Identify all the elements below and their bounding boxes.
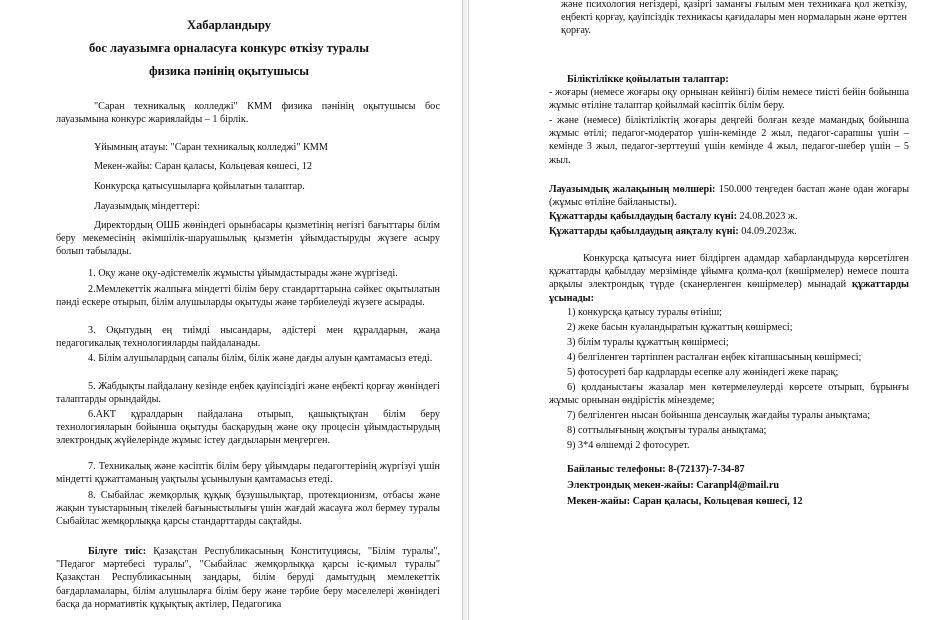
application-text: Конкурсқа қатысуға ниет білдірген адамдар хабарландыруда көрсетілген құжаттарды қабылдау мерзімінде ұйымға қолма-қол (көшірмелер) немесе пошта арқылы электрондық түрде (сканерленген көшірмелер) мынадай bbox=[549, 253, 909, 291]
contact-email: Электрондық мекен-жайы: Caranpl4@mail.ru bbox=[567, 480, 780, 491]
salary-label: Лауазымдық жалақының мөлшері: bbox=[549, 184, 716, 195]
duties-intro: Директордың ОШБ жөніндегі орынбасары қызметінің негізгі бағыттары білім беру мекемесінің әкімшілік-шаруашылық қызметін ұйымдастыруды жүзеге асыру болып табылады. bbox=[56, 220, 440, 258]
requirements-intro: Конкурсқа қатысушыларға қойылатын талаптар. bbox=[94, 181, 305, 192]
duty-item-4: 4. Білім алушылардың сапалы білім, білік және дағды алуын қамтамасыз етеді. bbox=[88, 353, 433, 364]
duty-item-3: 3. Оқытудың ең тиімді нысандары, әдістері мен құралдарын, жаңа педагогикалық технологияларды пайдаланады. bbox=[56, 325, 440, 350]
announcement-title: Хабарландыру bbox=[186, 18, 271, 32]
contact-phone: Байланыс телефоны: 8-(72137)-7-34-87 bbox=[567, 464, 745, 475]
duty-item-2: 2.Мемлекеттік жалпыға міндетті білім беру стандарттарына сәйкес оқытылатын пәнді ескере отырып, білім алушыларды оқытуды және тәрбиелеуді жүзеге асырады. bbox=[56, 284, 440, 309]
duty-item-7: 7. Техникалық және кәсіптік білім беру ұйымдары педагогтерінің жүргізуі үшін міндетті құжаттаманың уақтылы ұсынылуын қамтамасыз етеді. bbox=[56, 461, 440, 486]
duty-item-1: 1. Оқу және оқу-әдістемелік жұмысты ұйымдастырады және жүргізеді. bbox=[88, 268, 398, 279]
doc-item-8: 8) соттылығының жоқтығы туралы анықтама; bbox=[567, 425, 767, 436]
document-page-right bbox=[468, 0, 927, 620]
duties-heading: Лауазымдық міндеттері: bbox=[94, 201, 200, 212]
duty-item-8: 8. Сыбайлас жемқорлық құқық бұзушылықтар, протекционизм, отбасы және жақын туыстарының тікелей бағыныстылығы үшін жағдай жасауға жол бермеу туралы Сыбайлас жемқорлыққа қарсы стандарттарды сақтайды. bbox=[56, 490, 440, 528]
start-date-label: Құжаттарды қабылдаудың басталу күні: bbox=[549, 211, 737, 222]
salary-paragraph bbox=[549, 183, 909, 209]
doc-item-7: 7) белгіленген нысан бойынша денсаулық жағдайы туралы анықтама; bbox=[567, 410, 871, 421]
qualification-item-1: - жоғары (немесе жоғары оқу орнынан кейінгі) білім немесе тиісті бейін бойынша жұмыс өтіліне талаптар қойылмай кәсіптік білім беру. bbox=[549, 87, 909, 112]
end-date-value: 04.09.2023ж. bbox=[738, 226, 797, 237]
start-date-value: 24.08.2023 ж. bbox=[736, 211, 798, 222]
contact-address: Мекен-жайы: Саран қаласы, Кольцевая көшесі, 12 bbox=[567, 496, 803, 507]
salary-text: 150.000 теңгеден бастап және одан жоғары (жұмыс өтіліне байланысты). bbox=[549, 184, 909, 209]
document-page-left bbox=[4, 0, 463, 620]
doc-item-4: 4) белгіленген тәртіппен расталған еңбек кітапшасының көшірмесі; bbox=[567, 352, 862, 363]
duty-item-6: 6.АКТ құралдарын пайдалана отырып, қашықтықтан білім беру технологияларын бойынша оқытуды басқарудың және оқу процесін ұйымдастырудың электрондық жүйелерінде жұмыс істеу дағдыларын меңгерген. bbox=[56, 409, 440, 447]
doc-item-6: 6) қолданыстағы жазалар мен көтермелеулерді көрсете отырып, бұрынғы жұмыс орнынан өндірістік мінездеме; bbox=[549, 382, 909, 407]
page-divider bbox=[463, 0, 467, 620]
end-date-label: Құжаттарды қабылдаудың аяқталу күні: bbox=[549, 226, 739, 237]
continued-paragraph: және психология негіздері, қазіргі заманғы ғылым мен техникаға қол жеткізу, еңбекті қорғау, қауіпсіздік техникасы қағидалары мен нормаларын және өрттен қорғау. bbox=[561, 0, 907, 37]
doc-item-5: 5) фотосуреті бар кадрларды есепке алу жөніндегі жеке парақ; bbox=[567, 367, 839, 378]
intro-paragraph: "Саран техникалық колледжі" КММ физика пәнінің оқытушысы бос лауазымына конкурс жариялайды – 1 бірлік. bbox=[56, 101, 440, 126]
knowledge-label: Білуге тиіс: bbox=[88, 546, 147, 557]
doc-item-2: 2) жеке басын куәландыратын құжаттың көшірмесі; bbox=[567, 322, 793, 333]
doc-item-1: 1) конкурсқа қатысу туралы өтініш; bbox=[567, 307, 722, 318]
organization-address: Мекен-жайы: Саран қаласы, Кольцевая көшесі, 12 bbox=[94, 161, 312, 172]
doc-item-9: 9) 3*4 өлшемді 2 фотосурет. bbox=[567, 440, 690, 451]
duty-item-5: 5. Жабдықты пайдалану кезінде еңбек қауіпсіздігі және еңбекті қорғау жөніндегі талаптарды орындайды. bbox=[56, 381, 440, 406]
application-bold: құжаттарды ұсынады: bbox=[549, 279, 909, 304]
qualification-heading: Біліктілікке қойылатын талаптар: bbox=[567, 74, 729, 85]
doc-item-3: 3) білім туралы құжаттың көшірмесі; bbox=[567, 337, 729, 348]
start-date-line bbox=[549, 210, 909, 223]
knowledge-paragraph bbox=[56, 545, 440, 611]
end-date-line bbox=[549, 225, 909, 238]
organization-name: Ұйымның атауы: "Саран техникалық колледжі" КММ bbox=[94, 142, 328, 153]
position-title: физика пәнінің оқытушысы bbox=[149, 64, 309, 78]
announcement-subtitle: бос лауазымға орналасуға конкурс өткізу туралы bbox=[89, 41, 369, 55]
application-paragraph bbox=[549, 252, 909, 305]
qualification-item-2: - және (немесе) біліктіліктің жоғары деңгейі болған кезде мамандық бойынша жұмыс өтілі; педагог-модератор үшін-кемінде 2 жыл, педагог-сарапшы үшін – кемінде 3 жыл, педагог-зерттеуші үшін кемінде 4 жыл, педагог-шебер үшін – 5 жыл. bbox=[549, 115, 909, 166]
knowledge-text: Қазақстан Республикасының Конституциясы, "Білім туралы", "Педагог мәртебесі туралы", "Сыбайлас жемқорлыққа қарсы іс-қимыл туралы" Қазақстан Республикасының заңдары, білім беруді дамытудың мемлекеттік бағдарламалары, білім алушыларға білім беру және тәрбие беру мәселелері жөніндегі басқа да нормативтік құқықтық актілер, Педагогика bbox=[56, 546, 440, 610]
